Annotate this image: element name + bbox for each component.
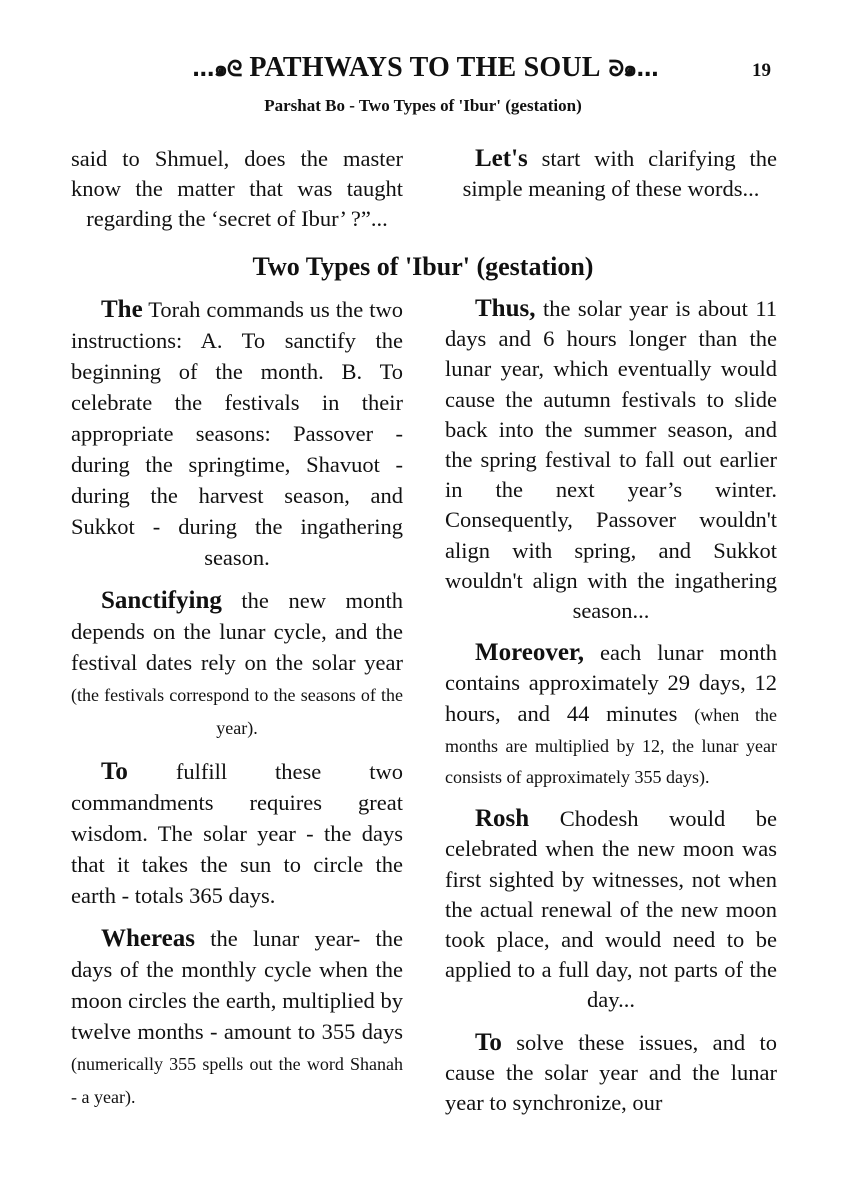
paragraph-lead: Sanctifying (101, 587, 222, 614)
paragraph (445, 638, 777, 792)
body-right-column (445, 294, 777, 1130)
book-title: PATHWAYS TO THE SOUL (249, 52, 601, 83)
paragraph-text: the lunar year- the days of the monthly cycle when the moon circles the earth, multiplied by twelve months - amount to 355 days (71, 926, 403, 1044)
page-number: 19 (752, 60, 771, 81)
top-right-column (445, 144, 777, 216)
top-left-column (71, 144, 403, 246)
paragraph-text: the new month depends on the lunar cycle, and the festival dates rely on the solar year (71, 588, 403, 675)
paragraph (71, 923, 403, 1113)
paragraph-note: (when the months are multiplied by 12, the lunar year consists of approximately 355 days). (445, 704, 778, 788)
page-header (0, 48, 846, 88)
paragraph-lead: Let's (475, 145, 528, 172)
paragraph-text: solve these issues, and to cause the solar year and the lunar year to synchronize, our (445, 1029, 777, 1116)
paragraph-text: Torah commands us the two instructions: A. To sanctify the beginning of the month. B. To celebrate the festivals in their appropriate seasons: Passover - during the springtime, Shavuot - during the harvest season, and Sukkot - during the ingathering season. (71, 297, 403, 570)
paragraph-text: said to Shmuel, does the master know the matter that was taught regarding the ‘secret of Ibur’ ?”... (71, 146, 403, 231)
paragraph (445, 294, 777, 626)
chapter-subtitle: Parshat Bo - Two Types of 'Ibur' (gestation) (264, 96, 582, 115)
paragraph-lead: Moreover, (475, 639, 584, 667)
paragraph (71, 585, 403, 744)
paragraph (445, 1028, 777, 1119)
paragraph (445, 804, 777, 1015)
paragraph-note: (the festivals correspond to the seasons of the year). (71, 685, 403, 738)
paragraph-lead: Rosh (475, 805, 530, 833)
paragraph-text: each lunar month contains approximately 29 days, 12 hours, and 44 minutes (445, 640, 777, 726)
paragraph-lead: The (101, 296, 143, 323)
paragraph-lead: To (101, 758, 128, 785)
paragraph-lead: To (475, 1028, 502, 1056)
section-heading: Two Types of 'Ibur' (gestation) (252, 252, 594, 281)
paragraph-lead: Thus, (475, 295, 536, 322)
paragraph (71, 294, 403, 573)
ornament-right-icon: ᘐ๑... (608, 56, 659, 82)
paragraph-text: fulfill these two commandments requires great wisdom. The solar year - the days that it takes the sun to circle the earth - totals 365 days. (71, 759, 403, 908)
continued-paragraph (71, 144, 403, 234)
paragraph-text: Chodesh would be celebrated when the new moon was first sighted by witnesses, not when the actual renewal of the new moon took place, and would need to be applied to a full day, not parts of the day... (445, 806, 777, 1013)
paragraph (71, 756, 403, 911)
intro-paragraph (445, 144, 777, 204)
body-left-column (71, 294, 403, 1125)
paragraph-note: (numerically 355 spells out the word Shanah - a year). (71, 1054, 403, 1107)
paragraph-text: start with clarifying the simple meaning of these words... (462, 146, 777, 201)
title-row (130, 48, 720, 88)
ornament-left-icon: ...๑ᘓ (191, 56, 242, 82)
paragraph-text: the solar year is about 11 days and 6 hours longer than the lunar year, which eventually would cause the autumn festivals to slide back into the summer season, and the spring festival to fall out earlier in the next year’s winter. Consequently, Passover wouldn't align with spring, and Sukkot wouldn't align with the ingathering season... (445, 296, 777, 624)
paragraph-lead: Whereas (101, 925, 195, 952)
